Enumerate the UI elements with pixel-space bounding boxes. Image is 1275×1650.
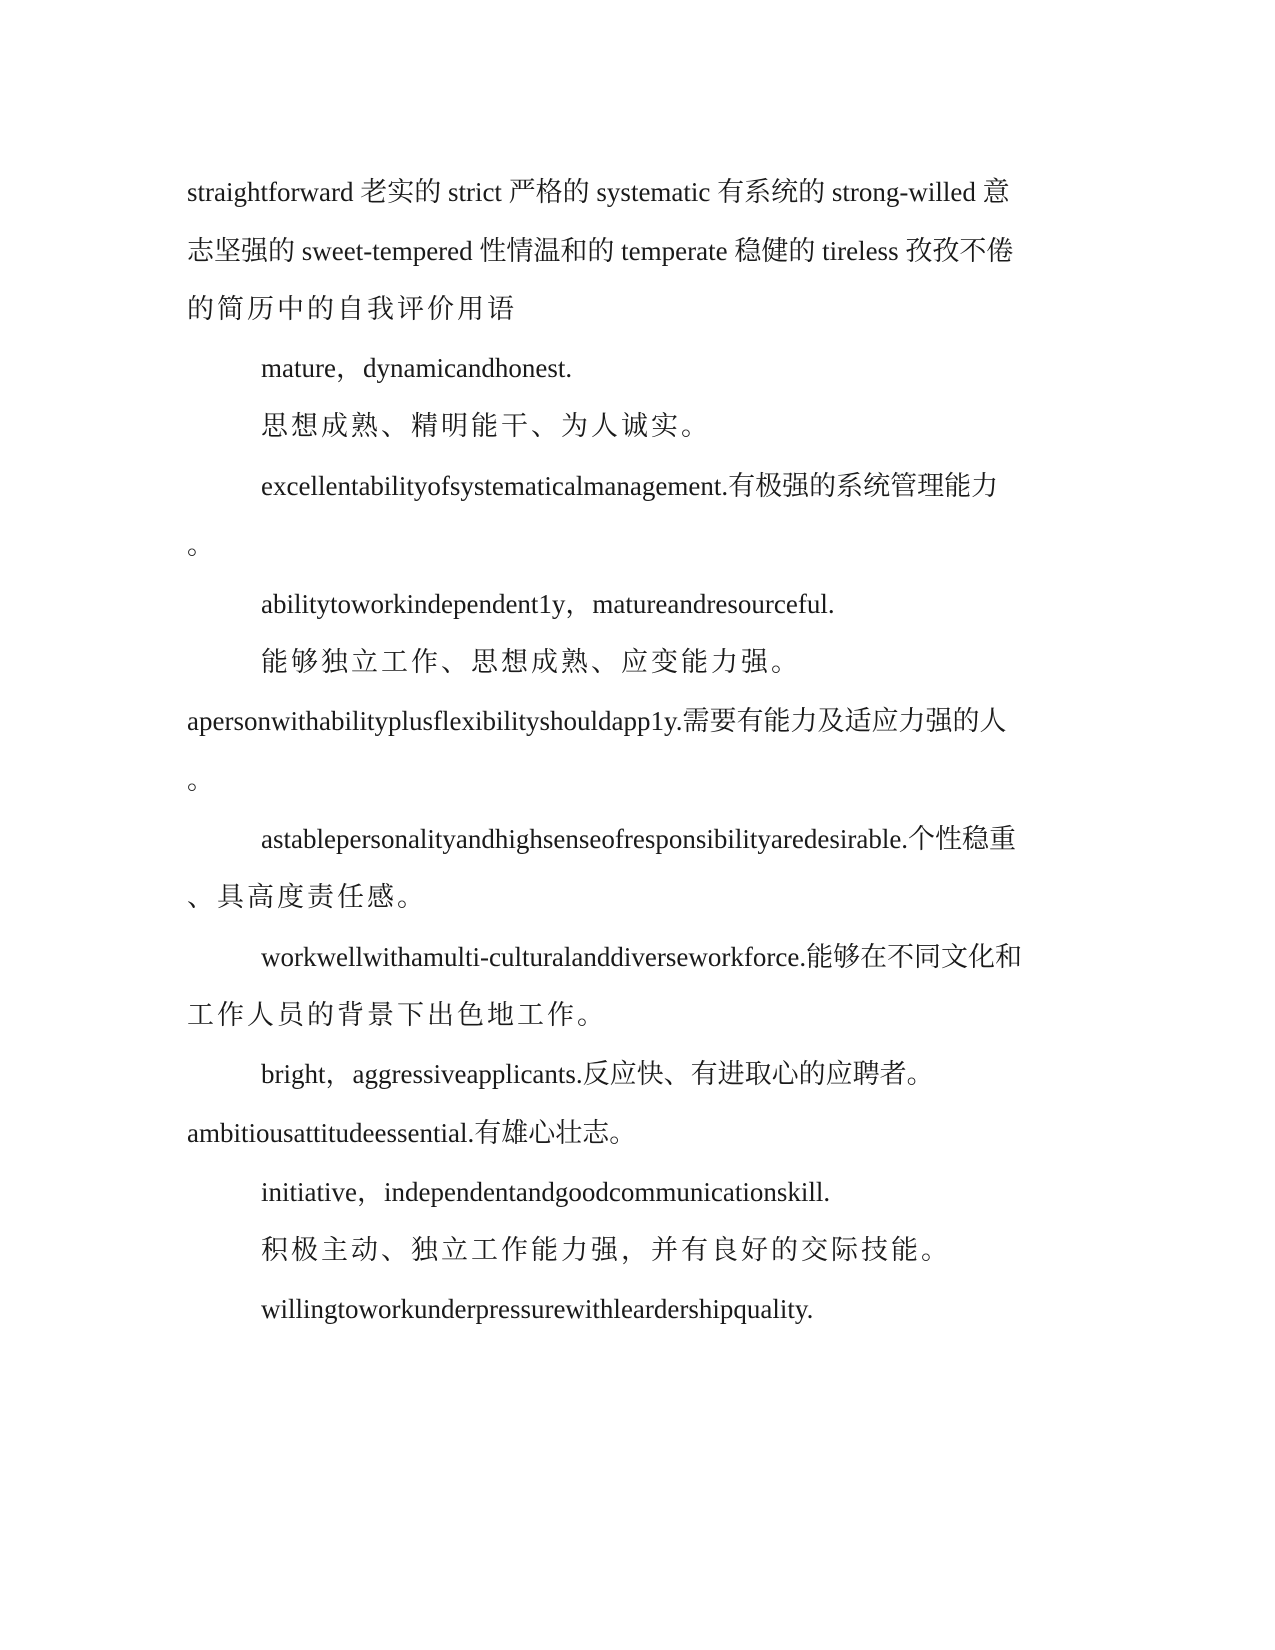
text-line: 、具高度责任感。 bbox=[187, 882, 427, 912]
text-line: mature，dynamicandhonest. bbox=[261, 353, 573, 383]
text-line: willingtoworkunderpressurewithleardershipquality. bbox=[261, 1294, 814, 1324]
text-line: workwellwithamulti-culturalanddiverseworkforce.能够在不同文化和 bbox=[261, 942, 1023, 972]
text-line: 思想成熟、精明能干、为人诚实。 bbox=[261, 411, 711, 441]
text-line: astablepersonalityandhighsenseofresponsibilityaredesirable.个性稳重 bbox=[261, 824, 1017, 854]
text-line: 积极主动、独立工作能力强，并有良好的交际技能。 bbox=[261, 1235, 951, 1265]
text-line: 。 bbox=[187, 765, 214, 795]
text-line: straightforward 老实的 strict 严格的 systematic 有系统的 strong-willed 意 bbox=[187, 177, 1010, 207]
text-line: excellentabilityofsystematicalmanagement.有极强的系统管理能力 bbox=[261, 471, 999, 501]
text-line: bright，aggressiveapplicants.反应快、有进取心的应聘者。 bbox=[261, 1059, 934, 1089]
text-line: 能够独立工作、思想成熟、应变能力强。 bbox=[261, 647, 801, 677]
text-line: initiative，independentandgoodcommunicationskill. bbox=[261, 1177, 831, 1207]
text-line: apersonwithabilityplusflexibilityshouldapp1y.需要有能力及适应力强的人 bbox=[187, 706, 1007, 736]
text-line: 。 bbox=[187, 530, 214, 560]
text-line: ambitiousattitudeessential.有雄心壮志。 bbox=[187, 1118, 637, 1148]
text-line: 志坚强的 sweet-tempered 性情温和的 temperate 稳健的 tireless 孜孜不倦 bbox=[187, 236, 1014, 266]
text-line: 的简历中的自我评价用语 bbox=[187, 294, 517, 324]
text-line: abilitytoworkindependent1y，matureandresourceful. bbox=[261, 589, 835, 619]
text-line: 工作人员的背景下出色地工作。 bbox=[187, 1000, 607, 1030]
